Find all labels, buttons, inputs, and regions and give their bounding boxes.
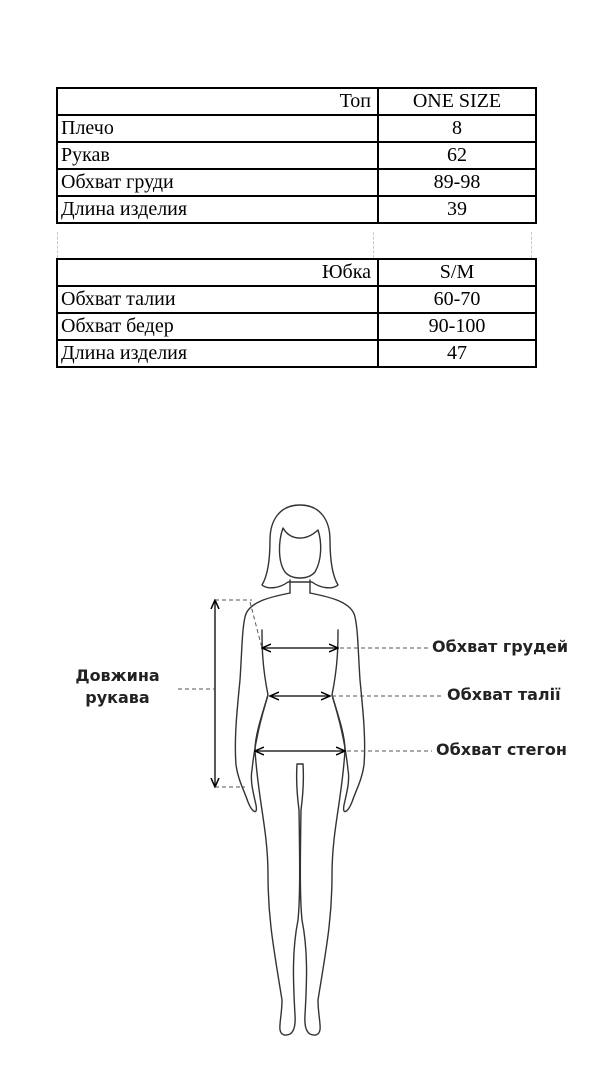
chest-label: Обхват грудей bbox=[432, 637, 569, 656]
body-outline-icon bbox=[0, 480, 600, 1061]
table-row bbox=[57, 340, 536, 367]
row-label: Длина изделия bbox=[57, 340, 378, 367]
top-size-table bbox=[56, 87, 537, 224]
row-label: Обхват бедер bbox=[57, 313, 378, 340]
table-row bbox=[57, 286, 536, 313]
table-row bbox=[57, 142, 536, 169]
row-label: Обхват груди bbox=[57, 169, 378, 196]
row-label: Рукав bbox=[57, 142, 378, 169]
gridline bbox=[531, 232, 532, 258]
row-label: Плечо bbox=[57, 115, 378, 142]
row-value: 8 bbox=[378, 115, 536, 142]
row-value: 60-70 bbox=[378, 286, 536, 313]
skirt-size-table bbox=[56, 258, 537, 368]
measurement-figure bbox=[0, 480, 600, 1061]
table-row bbox=[57, 196, 536, 223]
gridline bbox=[57, 232, 58, 258]
waist-label: Обхват талії bbox=[447, 685, 561, 704]
skirt-header-size: S/M bbox=[378, 259, 536, 286]
table-row bbox=[57, 313, 536, 340]
row-value: 47 bbox=[378, 340, 536, 367]
row-value: 39 bbox=[378, 196, 536, 223]
hip-label: Обхват стегон bbox=[436, 740, 567, 759]
table-header-row bbox=[57, 88, 536, 115]
top-header-size: ONE SIZE bbox=[378, 88, 536, 115]
row-label: Длина изделия bbox=[57, 196, 378, 223]
sleeve-label-line1: Довжина bbox=[75, 666, 160, 685]
row-value: 90-100 bbox=[378, 313, 536, 340]
table-row bbox=[57, 115, 536, 142]
table-header-row bbox=[57, 259, 536, 286]
row-label: Обхват талии bbox=[57, 286, 378, 313]
skirt-header-label: Юбка bbox=[57, 259, 378, 286]
sleeve-length-label bbox=[60, 665, 175, 709]
top-header-label: Топ bbox=[57, 88, 378, 115]
row-value: 62 bbox=[378, 142, 536, 169]
table-row bbox=[57, 169, 536, 196]
gridline bbox=[373, 232, 374, 258]
sleeve-label-line2: рукава bbox=[85, 688, 150, 707]
row-value: 89-98 bbox=[378, 169, 536, 196]
